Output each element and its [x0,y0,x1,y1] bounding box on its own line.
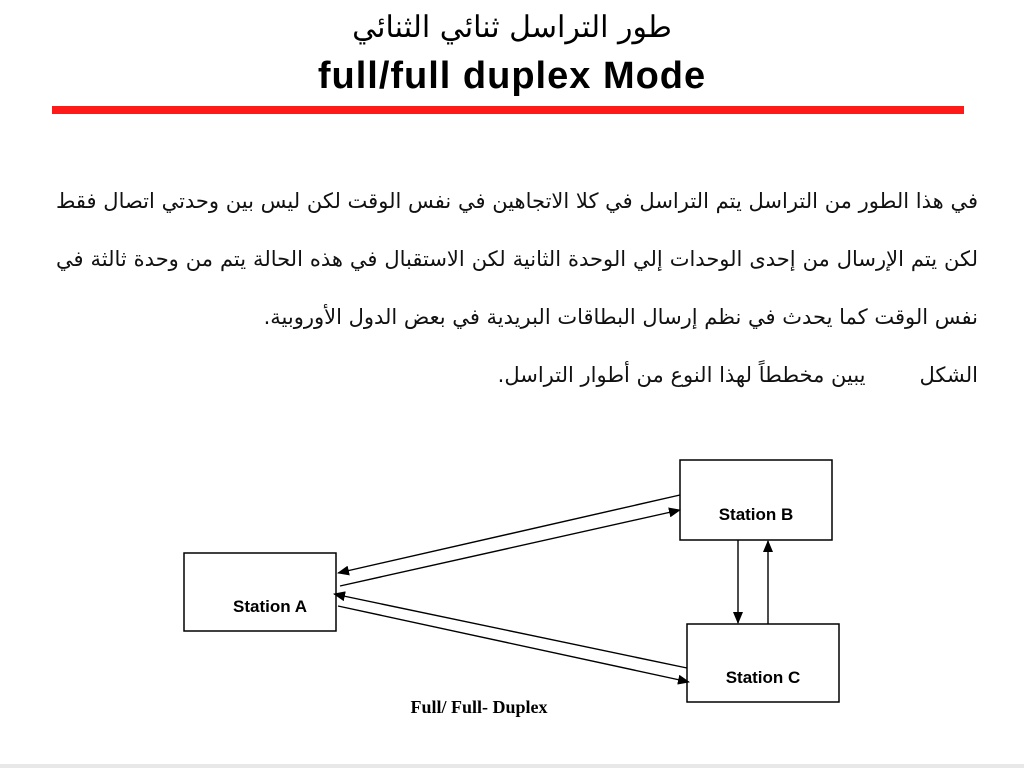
station-a-box [184,553,336,631]
arrow-c-to-a [334,594,687,668]
station-b-box [680,460,832,540]
station-c-label: Station C [725,668,801,687]
station-b-label: Station B [718,505,794,524]
arrow-b-to-a [338,495,680,573]
body-paragraph: في هذا الطور من التراسل يتم التراسل في كلا الاتجاهين في نفس الوقت لكن ليس بين وحدتي اتصال فقط لكن يتم الإرسال من إحدى الوحدات إلي الوحدة الثانية لكن الاستقبال في هذه الحالة يتم من وحدة ثالثة في نفس الوقت كما يحدث في نظم إرسال البطاقات البريدية في بعض الدول الأوروبية. [56,189,978,329]
diagram-caption: Full/ Full- Duplex [410,697,548,717]
figure-word: الشكل [919,363,978,387]
station-c-box [687,624,839,702]
arrow-a-to-b [340,510,680,586]
bottom-strip [0,764,1024,768]
slide-title-english: full/full duplex Mode [317,55,707,97]
figure-sentence: يبين مخططاً لهذا النوع من أطوار التراسل. [497,363,866,387]
station-a-label: Station A [233,597,307,616]
slide-title-arabic: طور التراسل ثنائي الثنائي [352,10,672,45]
arrow-a-to-c [338,606,689,682]
